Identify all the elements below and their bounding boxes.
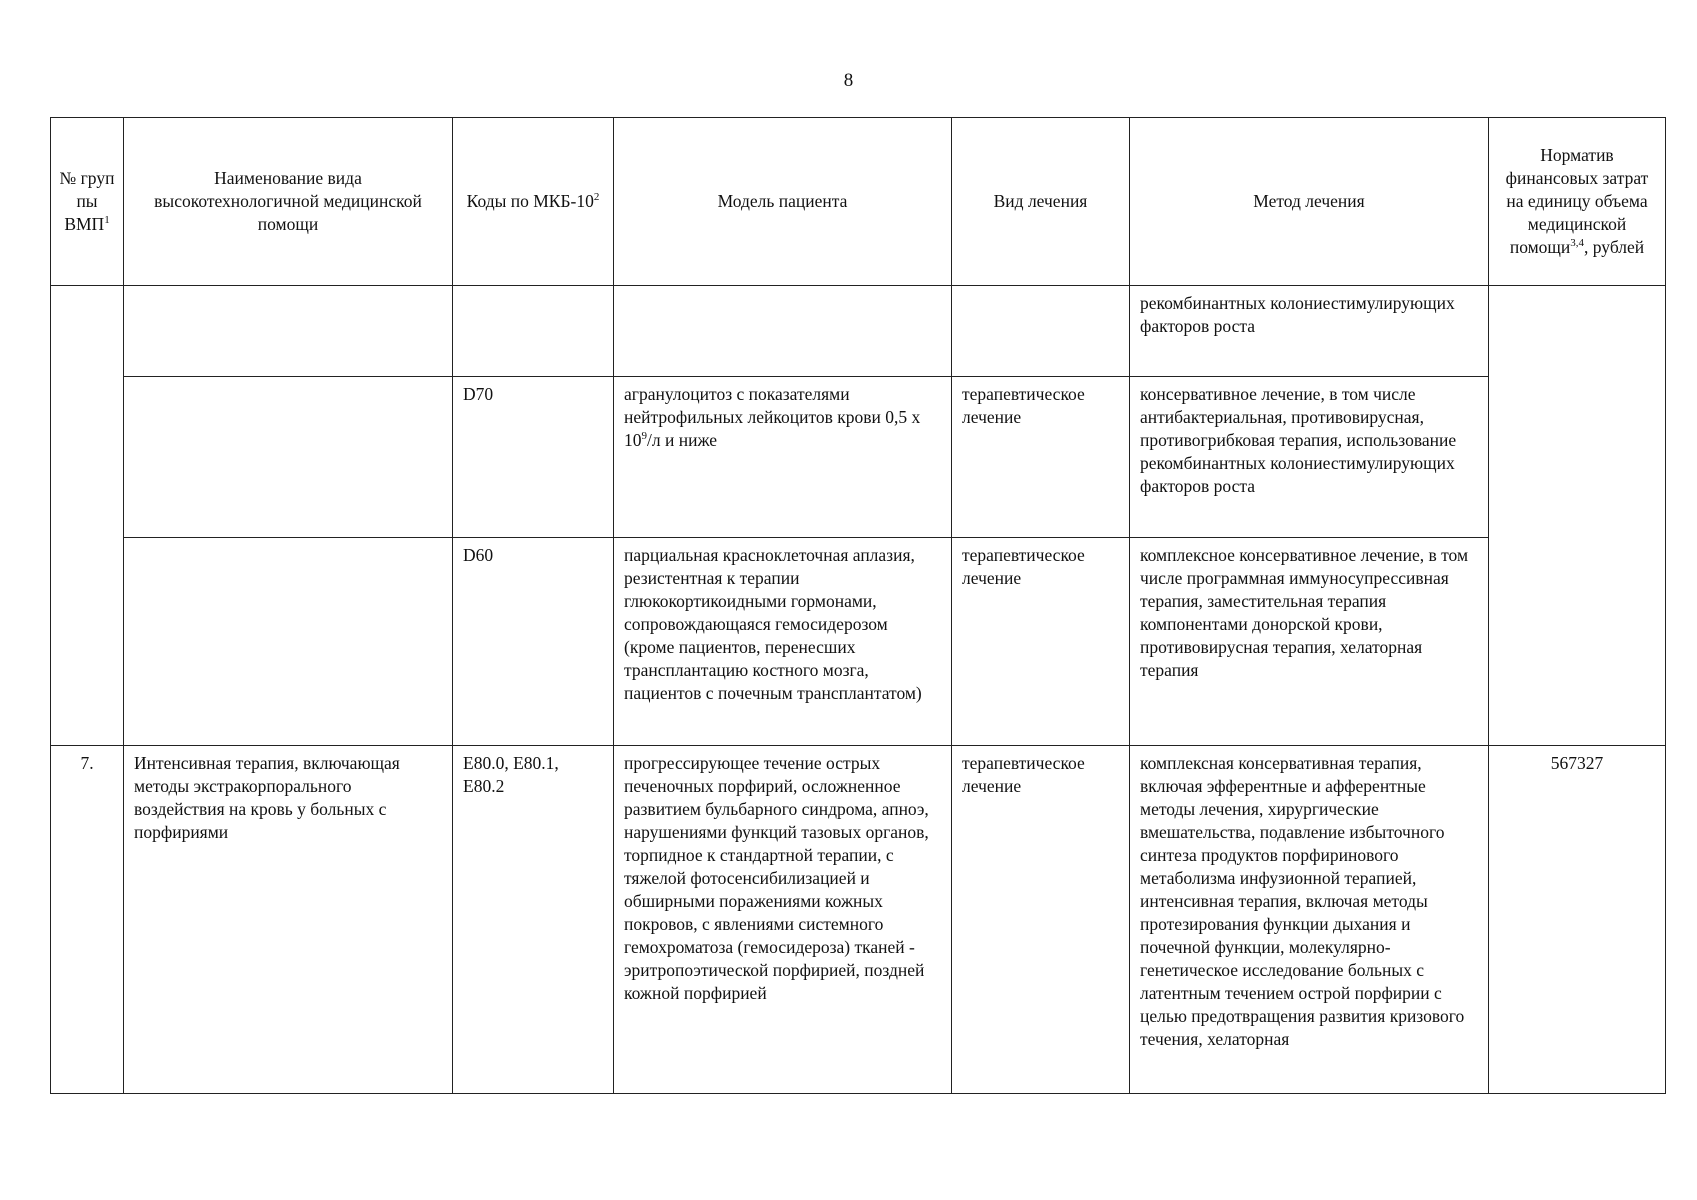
cell-vmp-name — [124, 538, 453, 746]
page-number: 8 — [843, 70, 854, 91]
cell-vmp-name — [124, 377, 453, 538]
cell-treatment-method: комплексная консервативная терапия, включая эфферентные и афферентные методы лечения, хирургические вмешательства, подавление избыточного синтеза продуктов порфиринового метаболизма инфузионной терапией, интенсивная терапия, включая методы протезирования функции дыхания и почечной функции, молекулярно-генетическое исследование больных с латентным течением острой порфирии с целью предотвращения развития кризового течения, хелаторная — [1130, 746, 1489, 1094]
cell-treatment-type: терапевтическое лечение — [952, 377, 1130, 538]
header-treatment-method: Метод лечения — [1130, 118, 1489, 286]
cell-icd-codes: E80.0, E80.1, E80.2 — [453, 746, 614, 1094]
table-row — [51, 746, 1666, 1094]
cell-group-no: 7. — [51, 746, 124, 1094]
header-icd-codes: Коды по МКБ-$10^2$ — [453, 118, 614, 286]
cell-treatment-method: комплексное консервативное лечение, в том числе программная иммуносупрессивная терапия, заместительная терапия компонентами донорской крови, противовирусная терапия, хелаторная терапия — [1130, 538, 1489, 746]
cell-cost-norm — [1489, 286, 1666, 746]
cell-group-no — [51, 286, 124, 746]
cell-patient-model: парциальная красноклеточная аплазия, резистентная к терапии глюкокортикоидными гормонами, сопровождающаяся гемосидерозом (кроме пациентов, перенесших трансплантацию костного мозга, пациентов с почечным трансплантатом) — [614, 538, 952, 746]
vmp-table — [50, 117, 1666, 1094]
cell-treatment-method: консервативное лечение, в том числе антибактериальная, противовирусная, противогрибковая терапия, использование рекомбинантных колониестимулирующих факторов роста — [1130, 377, 1489, 538]
cell-vmp-name — [124, 286, 453, 377]
cell-patient-model: прогрессирующее течение острых печеночных порфирий, осложненное развитием бульбарного синдрома, апноэ, нарушениями функций тазовых органов, торпидное к стандартной терапии, с тяжелой фотосенсибилизацией и обширными поражениями кожных покровов, с явлениями системного гемохроматоза (гемосидероза) тканей - эритропоэтической порфирией, поздней кожной порфирией — [614, 746, 952, 1094]
cell-icd-codes — [453, 286, 614, 377]
cell-patient-model: агранулоцитоз с показателями нейтрофильных лейкоцитов крови 0,5 x $10^9/л$ и ниже — [614, 377, 952, 538]
cell-treatment-method: рекомбинантных колониестимулирующих факторов роста — [1130, 286, 1489, 377]
cell-cost-norm: 567327 — [1489, 746, 1666, 1094]
cell-icd-codes: D60 — [453, 538, 614, 746]
cell-patient-model — [614, 286, 952, 377]
header-vmp-name: Наименование вида высокотехнологичной медицинской помощи — [124, 118, 453, 286]
cell-treatment-type: терапевтическое лечение — [952, 746, 1130, 1094]
header-patient-model: Модель пациента — [614, 118, 952, 286]
table-row — [51, 286, 1666, 377]
table-row — [51, 538, 1666, 746]
table-header-row — [51, 118, 1666, 286]
header-group-no: № груп пы ВМП$^1$ — [51, 118, 124, 286]
table-row — [51, 377, 1666, 538]
header-treatment-type: Вид лечения — [952, 118, 1130, 286]
cell-vmp-name: Интенсивная терапия, включающая методы экстракорпорального воздействия на кровь у больных с порфириями — [124, 746, 453, 1094]
cell-icd-codes: D70 — [453, 377, 614, 538]
header-cost-norm: Норматив финансовых затрат на единицу объема медицинской помощи$^{3,4}$, рублей — [1489, 118, 1666, 286]
cell-treatment-type: терапевтическое лечение — [952, 538, 1130, 746]
cell-treatment-type — [952, 286, 1130, 377]
